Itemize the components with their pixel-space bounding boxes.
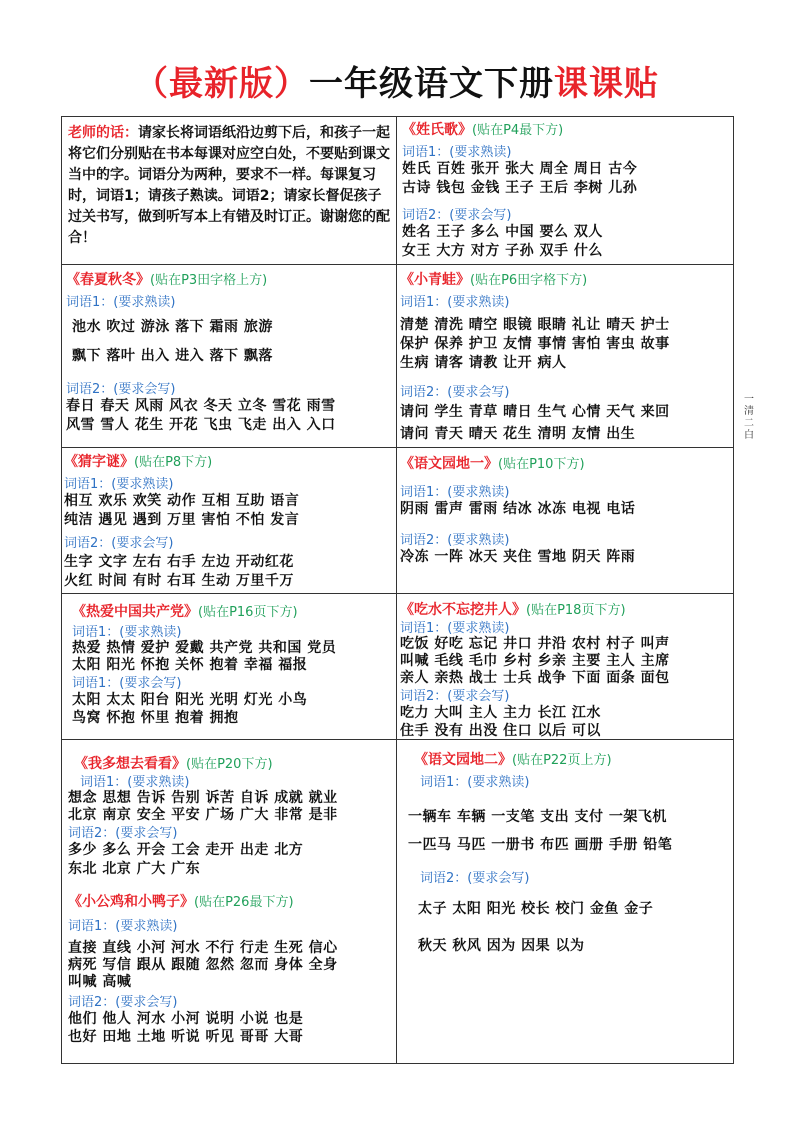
word-row: 冷冻 一阵 冰天 夹住 雪地 阴天 阵雨 xyxy=(400,549,636,565)
lesson-woduoxiang xyxy=(68,753,394,1059)
lesson-note: (贴在P10下方) xyxy=(498,457,585,472)
word-row: 风雪 雪人 花生 开花 飞虫 飞走 出入 入口 xyxy=(66,417,336,433)
word-row: 多少 多么 开会 工会 走开 出走 北方 xyxy=(68,842,304,858)
words2-label: 词语2：(要求熟读) xyxy=(400,533,510,548)
lesson-title: 《姓氏歌》 xyxy=(402,122,472,138)
word-row: 清楚 清洗 晴空 眼镜 眼睛 礼让 晴天 护士 xyxy=(400,317,670,333)
lesson-yuandi2 xyxy=(408,749,732,1059)
words2-label: 词语2：(要求会写) xyxy=(68,995,178,1010)
word-row: 阴雨 雷声 雷雨 结冰 冰冻 电视 电话 xyxy=(400,501,636,517)
word-row: 纯洁 遇见 遇到 万里 害怕 不怕 发言 xyxy=(64,512,300,528)
word-row: 春日 春天 风雨 风衣 冬天 立冬 雪花 雨雪 xyxy=(66,398,336,414)
lesson-title: 《春夏秋冬》 xyxy=(66,272,150,288)
page-title xyxy=(0,56,793,105)
word-row: 叫喊 毛线 毛巾 乡村 乡亲 主要 主人 主席 xyxy=(400,653,670,669)
word-row: 吃饭 好吃 忘记 井口 井沿 农村 村子 叫声 xyxy=(400,636,670,652)
lesson-note: (贴在P22页上方) xyxy=(512,753,612,768)
words1-label: 词语1：(要求熟读) xyxy=(400,621,510,636)
word-row: 太阳 阳光 怀抱 关怀 抱着 幸福 福报 xyxy=(72,657,308,673)
words2-label: 词语2：(要求会写) xyxy=(66,382,176,397)
lesson-title: 《热爱中国共产党》 xyxy=(72,604,198,620)
word-row: 也好 田地 土地 听说 听见 哥哥 大哥 xyxy=(68,1029,304,1045)
lesson-chunxia xyxy=(66,269,394,445)
word-row: 古诗 钱包 金钱 王子 王后 李树 儿孙 xyxy=(402,180,638,196)
word-row: 请问 学生 青草 晴日 生气 心情 天气 来回 xyxy=(400,404,670,420)
note-label: 老师的话： xyxy=(68,125,138,141)
lesson-note: (贴在P16页下方) xyxy=(198,605,298,620)
word-row: 姓氏 百姓 张开 张大 周全 周日 古今 xyxy=(402,161,638,177)
words2-label: 词语2：(要求会写) xyxy=(68,826,178,841)
side-watermark: 一 清 二 白 xyxy=(744,394,754,441)
lesson-note: (贴在P4最下方) xyxy=(472,123,564,138)
word-row: 吃力 大叫 主人 主力 长江 江水 xyxy=(400,705,601,721)
lesson-chishui xyxy=(400,599,732,737)
word-row: 一辆车 车辆 一支笔 支出 支付 一架飞机 xyxy=(408,809,667,825)
words2-label: 词语2：(要求会写) xyxy=(400,689,510,704)
row-divider xyxy=(62,264,733,265)
word-row: 姓名 王子 多么 中国 要么 双人 xyxy=(402,224,603,240)
word-row: 亲人 亲热 战士 士兵 战争 下面 面条 面包 xyxy=(400,670,670,686)
lesson-title: 《猜字谜》 xyxy=(64,454,134,470)
word-row: 相互 欢乐 欢笑 动作 互相 互助 语言 xyxy=(64,493,300,509)
word-row: 病死 写信 跟从 跟随 忽然 忽而 身体 全身 xyxy=(68,957,338,973)
lesson-qingwa xyxy=(400,269,732,445)
word-row: 太子 太阳 阳光 校长 校门 金鱼 金子 xyxy=(418,901,654,917)
lesson-caizimi xyxy=(64,451,394,591)
word-row: 直接 直线 小河 河水 不行 行走 生死 信心 xyxy=(68,940,338,956)
lesson-note: (贴在P6田字格下方) xyxy=(470,273,588,288)
lesson-yuandi1 xyxy=(400,453,732,591)
title-edition: （最新版） xyxy=(134,64,309,104)
lesson-title: 《小青蛙》 xyxy=(400,272,470,288)
word-row: 一匹马 马匹 一册书 布匹 画册 手册 铅笔 xyxy=(408,837,673,853)
word-row: 太阳 太太 阳台 阳光 光明 灯光 小鸟 xyxy=(72,692,308,708)
words1-label: 词语1：(要求熟读) xyxy=(72,625,182,640)
word-row: 秋天 秋风 因为 因果 以为 xyxy=(418,938,585,954)
words2-label: 词语2：(要求会写) xyxy=(400,385,510,400)
lesson-title: 《小公鸡和小鸭子》 xyxy=(68,894,194,910)
words1-label: 词语1：(要求熟读) xyxy=(400,295,510,310)
lesson-title: 《吃水不忘挖井人》 xyxy=(400,602,526,618)
word-row: 热爱 热情 爱护 爱戴 共产党 共和国 党员 xyxy=(72,640,337,656)
word-row: 飘下 落叶 出入 进入 落下 飘落 xyxy=(72,348,273,364)
words1-label: 词语1：(要求熟读) xyxy=(80,775,190,790)
note-text: 请家长将词语纸沿边剪下后，和孩子一起将它们分别贴在书本每课对应空白处，不要贴到课文当中的字。词语分为两种，要求不一样。每课复习时，词语1；请孩子熟读。词语2；请家长督促孩子过关书写，做到听写本上有错及时订正。谢谢您的配合！ xyxy=(68,125,390,246)
teacher-note xyxy=(68,123,390,261)
words2-label: 词语1：(要求会写) xyxy=(72,676,182,691)
word-row: 池水 吹过 游泳 落下 霜雨 旅游 xyxy=(72,319,273,335)
word-row: 他们 他人 河水 小河 说明 小说 也是 xyxy=(68,1011,304,1027)
column-divider xyxy=(396,117,397,1063)
words1-label: 词语1：(要求熟读) xyxy=(400,485,510,500)
words1-label: 词语1：(要求熟读) xyxy=(68,919,178,934)
word-row: 火红 时间 有时 右耳 生动 万里千万 xyxy=(64,573,294,589)
lesson-note: (贴在P3田字格上方) xyxy=(150,273,268,288)
lesson-title: 《我多想去看看》 xyxy=(74,756,186,772)
words2-label: 词语2：(要求会写) xyxy=(420,871,530,886)
word-row: 住手 没有 出没 住口 以后 可以 xyxy=(400,723,601,737)
word-row: 想念 思想 告诉 告别 诉苦 自诉 成就 就业 xyxy=(68,790,338,806)
words1-label: 词语1：(要求熟读) xyxy=(64,477,174,492)
lesson-note: (贴在P20下方) xyxy=(186,757,273,772)
lesson-note: (贴在P26最下方) xyxy=(194,895,294,910)
lesson-gongchandang xyxy=(72,601,394,737)
word-row: 北京 南京 安全 平安 广场 广大 非常 是非 xyxy=(68,807,338,823)
row-divider xyxy=(62,447,733,448)
word-row: 保护 保养 护卫 友情 事情 害怕 害虫 故事 xyxy=(400,336,670,352)
words2-label: 词语2：(要求会写) xyxy=(64,536,174,551)
lesson-xingshi xyxy=(402,119,732,263)
word-row: 请问 青天 晴天 花生 清明 友情 出生 xyxy=(400,426,636,442)
word-row: 女王 大方 对方 子孙 双手 什么 xyxy=(402,243,603,259)
sticker-grid xyxy=(61,116,734,1064)
lesson-title: 《语文园地二》 xyxy=(414,752,512,768)
row-divider xyxy=(62,739,733,740)
word-row: 生字 文字 左右 右手 左边 开动红花 xyxy=(64,554,294,570)
lesson-note: (贴在P8下方) xyxy=(134,455,213,470)
lesson-title: 《语文园地一》 xyxy=(400,456,498,472)
row-divider xyxy=(62,593,733,594)
words1-label: 词语1：(要求熟读) xyxy=(402,145,512,160)
word-row: 生病 请客 请教 让开 病人 xyxy=(400,355,567,371)
title-suffix: 课课贴 xyxy=(554,64,659,104)
title-subject: 一年级语文下册 xyxy=(309,64,554,104)
word-row: 鸟窝 怀抱 怀里 抱着 拥抱 xyxy=(72,710,239,726)
words2-label: 词语2：(要求会写) xyxy=(402,208,512,223)
word-row: 叫喊 高喊 xyxy=(68,974,132,990)
lesson-note: (贴在P18页下方) xyxy=(526,603,626,618)
word-row: 东北 北京 广大 广东 xyxy=(68,861,201,877)
words1-label: 词语1：(要求熟读) xyxy=(66,295,176,310)
words1-label: 词语1：(要求熟读) xyxy=(420,775,530,790)
